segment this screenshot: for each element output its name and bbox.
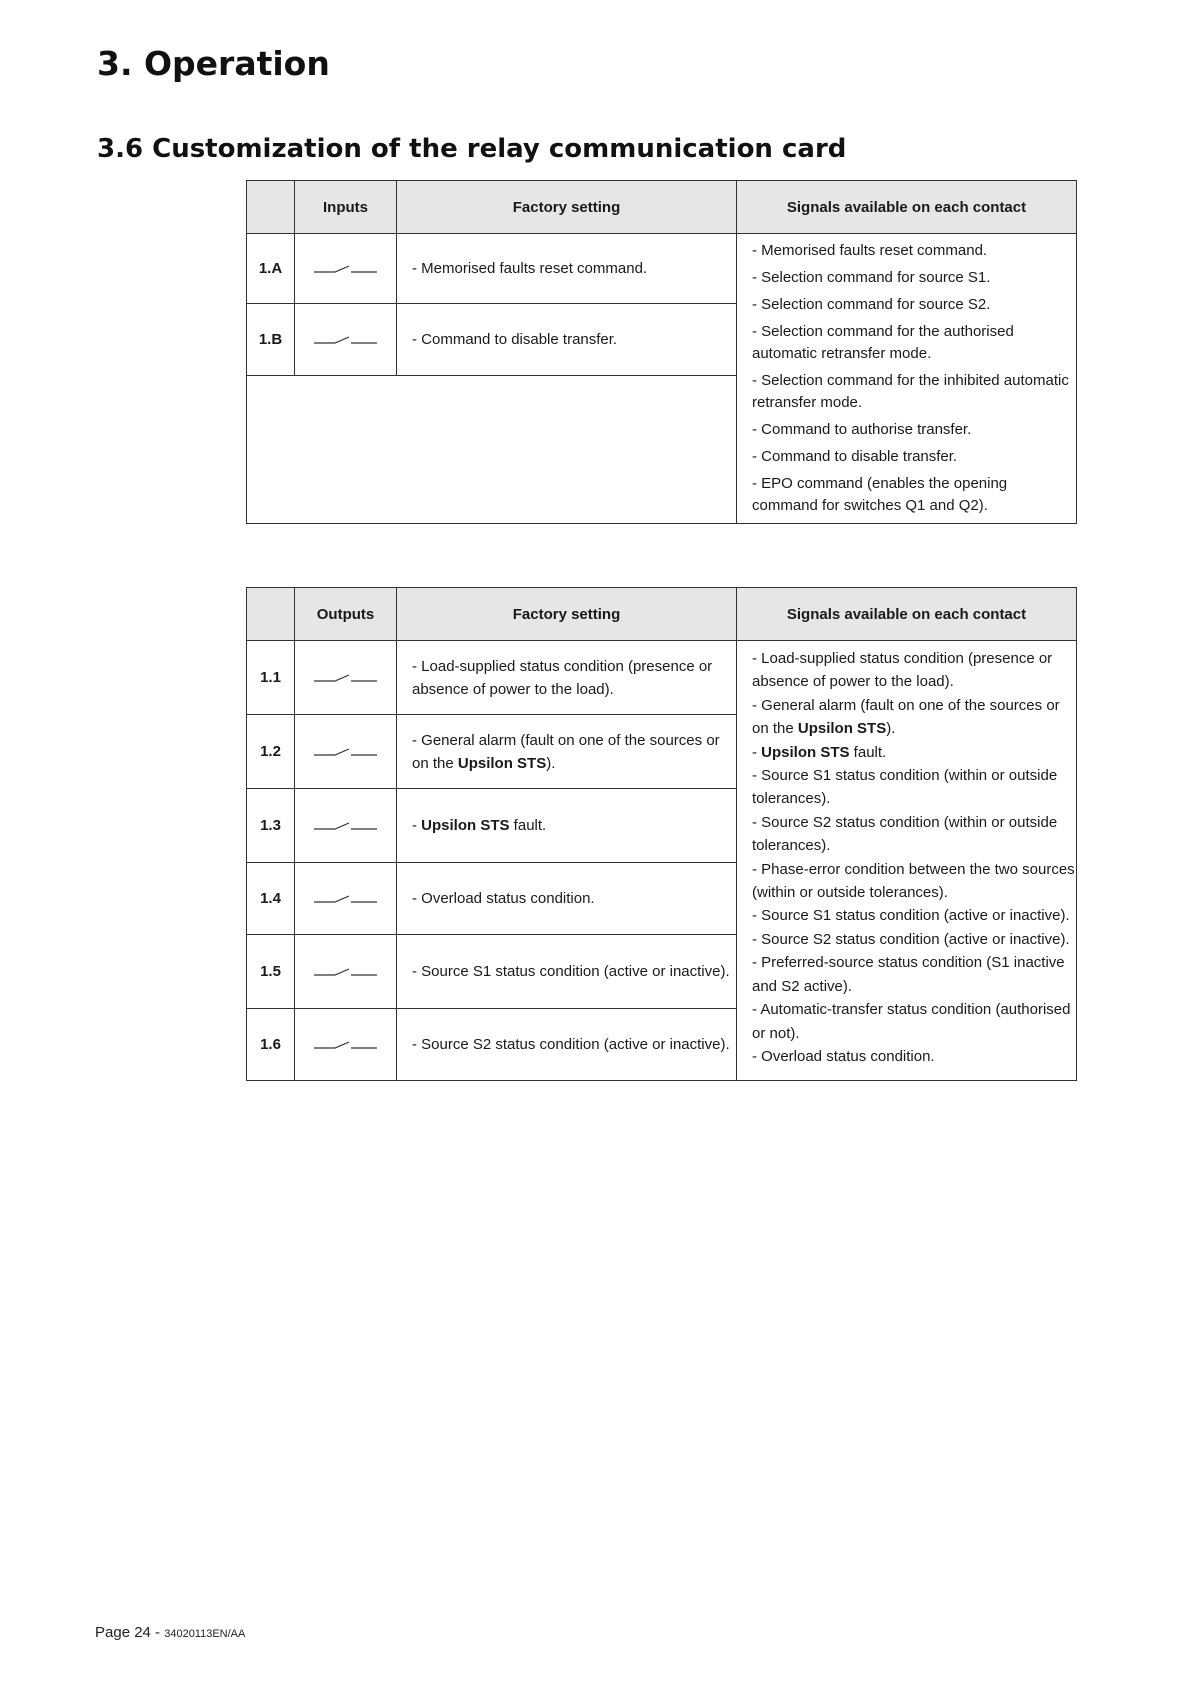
list-item: - Memorised faults reset command.	[752, 242, 988, 259]
factory-setting: - Upsilon STS fault.	[397, 789, 737, 863]
list-item: - Source S2 status condition (within or outside tolerances).	[752, 813, 1058, 855]
inputs-header-factory: Factory setting	[397, 181, 737, 234]
list-item: - General alarm (fault on one of the sources or on the Upsilon STS).	[752, 696, 1060, 738]
contact-id: 1.B	[247, 304, 295, 376]
page-footer	[95, 1624, 245, 1641]
contact-symbol-cell	[295, 641, 397, 715]
empty-cell	[247, 376, 737, 524]
contact-id: 1.2	[247, 715, 295, 789]
outputs-header-row	[247, 588, 1077, 641]
factory-setting: - Overload status condition.	[397, 863, 737, 935]
factory-setting: - General alarm (fault on one of the sources or on the Upsilon STS).	[397, 715, 737, 789]
nc-contact-icon	[313, 892, 379, 906]
factory-setting: - Source S2 status condition (active or inactive).	[397, 1009, 737, 1081]
list-item: - Command to disable transfer.	[752, 448, 958, 465]
outputs-header-signals: Signals available on each contact	[737, 588, 1077, 641]
nc-contact-icon	[313, 333, 379, 347]
signals-cell	[737, 641, 1077, 1081]
list-item: - Source S2 status condition (active or inactive).	[752, 930, 1070, 948]
contact-symbol-cell	[295, 304, 397, 376]
document-reference: 34020113EN/AA	[164, 1628, 246, 1640]
list-item: - Source S1 status condition (within or outside tolerances).	[752, 767, 1058, 808]
signals-cell	[737, 234, 1077, 524]
contact-symbol-cell	[295, 1009, 397, 1081]
inputs-header-row	[247, 181, 1077, 234]
contact-symbol-cell	[295, 234, 397, 304]
inputs-table	[246, 180, 1077, 524]
contact-id: 1.4	[247, 863, 295, 935]
list-item: - EPO command (enables the opening command for switches Q1 and Q2).	[752, 475, 1008, 514]
inputs-header-inputs: Inputs	[295, 181, 397, 234]
section-title: 3. Operation	[97, 44, 330, 83]
contact-symbol-cell	[295, 863, 397, 935]
list-item: - Overload status condition.	[752, 1047, 935, 1065]
outputs-header-outputs: Outputs	[295, 588, 397, 641]
contact-id: 1.A	[247, 234, 295, 304]
list-item: - Upsilon STS fault.	[752, 743, 887, 761]
inputs-header-signals: Signals available on each contact	[737, 181, 1077, 234]
factory-setting: - Source S1 status condition (active or inactive).	[397, 935, 737, 1009]
outputs-header-blank	[247, 588, 295, 641]
outputs-table	[246, 587, 1077, 1081]
factory-setting: - Memorised faults reset command.	[397, 234, 737, 304]
nc-contact-icon	[313, 671, 379, 685]
list-item: - Selection command for the inhibited automatic retransfer mode.	[752, 372, 1069, 411]
contact-id: 1.3	[247, 789, 295, 863]
contact-id: 1.6	[247, 1009, 295, 1081]
list-item: - Source S1 status condition (active or inactive).	[752, 907, 1070, 925]
nc-contact-icon	[313, 262, 379, 276]
factory-setting: - Command to disable transfer.	[397, 304, 737, 376]
nc-contact-icon	[313, 745, 379, 759]
table-row	[247, 234, 1077, 304]
list-item: - Selection command for source S1.	[752, 269, 991, 286]
list-item: - Preferred-source status condition (S1 inactive and S2 active).	[752, 954, 1065, 995]
contact-symbol-cell	[295, 789, 397, 863]
list-item: - Phase-error condition between the two sources (within or outside tolerances).	[752, 860, 1075, 902]
factory-setting: - Load-supplied status condition (presence or absence of power to the load).	[397, 641, 737, 715]
contact-symbol-cell	[295, 935, 397, 1009]
list-item: - Load-supplied status condition (presence or absence of power to the load).	[752, 650, 1053, 691]
subsection-title: 3.6 Customization of the relay communication card	[97, 134, 847, 164]
contact-id: 1.5	[247, 935, 295, 1009]
table-row	[247, 641, 1077, 715]
list-item: - Selection command for source S2.	[752, 296, 991, 313]
list-item: - Selection command for the authorised automatic retransfer mode.	[752, 323, 1014, 362]
contact-symbol-cell	[295, 715, 397, 789]
contact-id: 1.1	[247, 641, 295, 715]
nc-contact-icon	[313, 819, 379, 833]
inputs-header-blank	[247, 181, 295, 234]
outputs-header-factory: Factory setting	[397, 588, 737, 641]
list-item: - Automatic-transfer status condition (authorised or not).	[752, 1001, 1071, 1042]
nc-contact-icon	[313, 965, 379, 979]
nc-contact-icon	[313, 1038, 379, 1052]
list-item: - Command to authorise transfer.	[752, 421, 972, 438]
page-number: Page 24 -	[95, 1624, 165, 1641]
